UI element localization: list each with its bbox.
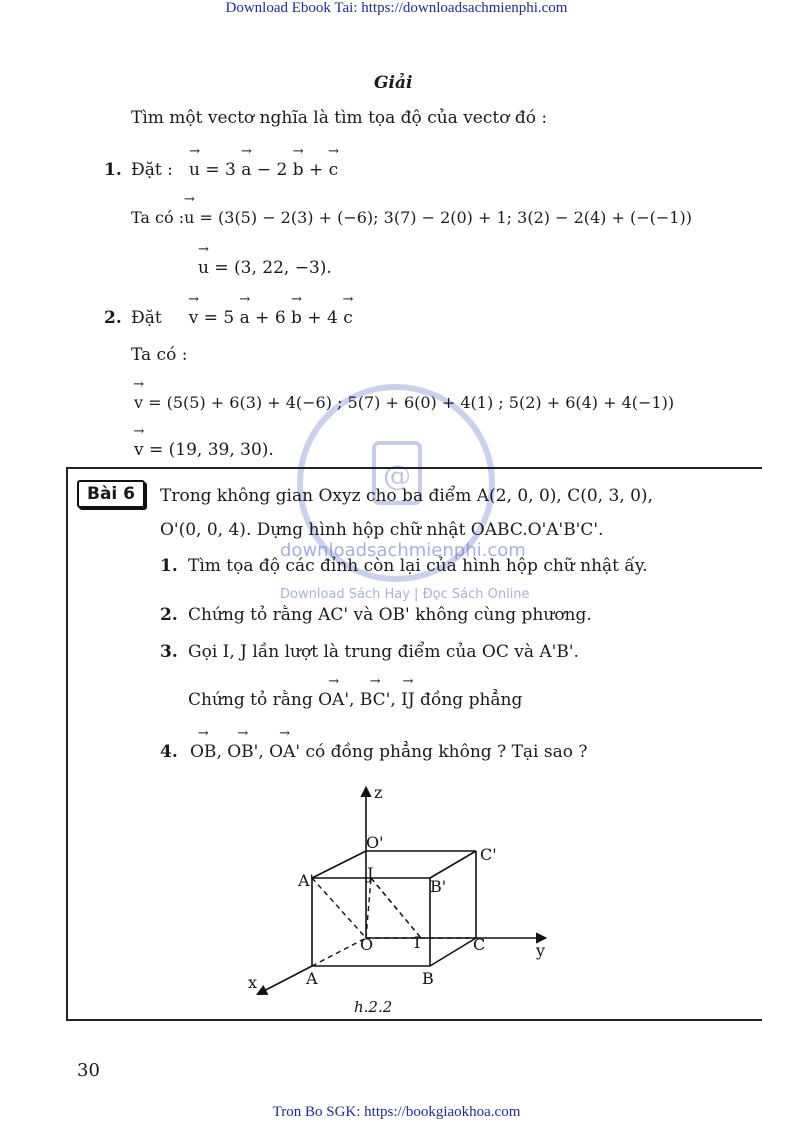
label-y: y: [536, 941, 546, 960]
label-B: B: [422, 969, 434, 988]
part1-calculation: Ta có :→ u = (3(5) − 2(3) + (−6); 3(7) − 2(0) + 1; 3(2) − 2(4) + (−(−1)): [131, 208, 692, 227]
question4-number: 4.: [160, 742, 178, 762]
question3-subtext: Chứng tỏ rằng → OA', → BC', → IJ đồng phẳng: [188, 690, 522, 710]
label-O: O: [360, 935, 374, 954]
part2-ta-co: Ta có :: [131, 345, 188, 365]
label-C: C: [473, 935, 486, 954]
question3-text: Gọi I, J lần lượt là trung điểm của OC và A'B'.: [188, 642, 579, 662]
solution-title: Giải: [374, 73, 413, 93]
part1-result: → u = (3, 22, −3).: [198, 258, 332, 278]
question4-text: → OB, → OB', → OA' có đồng phẳng không ? Tại sao ?: [190, 742, 588, 762]
part1-number: 1.: [104, 160, 122, 180]
question2-text: Chứng tỏ rằng AC' và OB' không cùng phương.: [188, 605, 592, 625]
label-B-prime: B': [430, 877, 447, 896]
part2-definition: Đặt → v = 5 → a + 6 → b + 4 → c: [131, 308, 353, 328]
part2-number: 2.: [104, 308, 122, 328]
svg-text:@: @: [383, 459, 411, 492]
label-A: A: [306, 969, 318, 988]
page-number: 30: [77, 1060, 100, 1081]
question3-number: 3.: [160, 642, 178, 662]
label-I: I: [414, 933, 421, 952]
label-x: x: [248, 973, 258, 992]
label-J: J: [367, 864, 374, 883]
footer-link[interactable]: Tron Bo SGK: https://bookgiaokhoa.com: [272, 1104, 521, 1120]
exercise-badge: Bài 6: [77, 480, 145, 508]
question2-number: 2.: [160, 605, 178, 625]
question1-text: Tìm tọa độ các đỉnh còn lại của hình hộp chữ nhật ấy.: [188, 556, 648, 576]
label-z: z: [374, 783, 383, 802]
watermark-site: downloadsachmienphi.com: [280, 540, 526, 561]
solution-intro: Tìm một vectơ nghĩa là tìm tọa độ của vectơ đó :: [131, 108, 548, 128]
label-O-prime: O': [366, 833, 384, 852]
header-download-link[interactable]: Download Ebook Tai: https://downloadsachmienphi.com: [225, 0, 568, 16]
figure-caption: h.2.2: [354, 998, 393, 1016]
label-A-prime: A': [298, 871, 314, 890]
cuboid-figure: [240, 778, 560, 1018]
x-axis: [258, 966, 312, 994]
watermark-tagline: Download Sách Hay | Đọc Sách Online: [280, 587, 530, 602]
part1-definition: Đặt : → u = 3 → a − 2 → b + → c: [131, 160, 338, 180]
exercise-line1: Trong không gian Oxyz cho ba điểm A(2, 0, 0), C(0, 3, 0),: [160, 486, 653, 506]
part2-result: → v = (19, 39, 30).: [134, 440, 274, 460]
question1-number: 1.: [160, 556, 178, 576]
part2-calculation: → v = (5(5) + 6(3) + 4(−6) ; 5(7) + 6(0) + 4(1) ; 5(2) + 6(4) + 4(−1)): [134, 393, 674, 412]
exercise-line2: O'(0, 0, 4). Dựng hình hộp chữ nhật OABC.O'A'B'C'.: [160, 520, 604, 540]
label-C-prime: C': [480, 845, 497, 864]
